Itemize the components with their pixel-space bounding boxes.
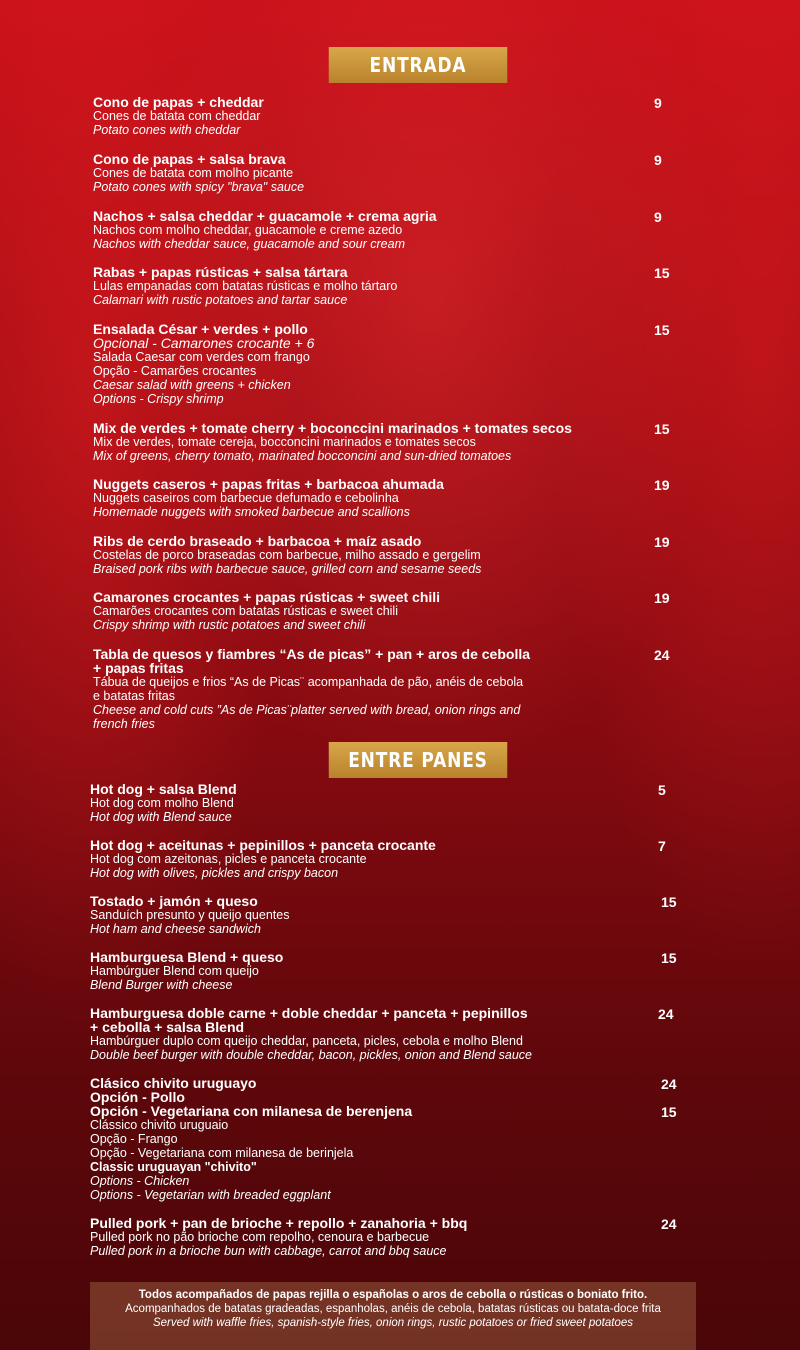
item-desc-en: Calamari with rustic potatoes and tartar sauce <box>93 293 348 307</box>
item-price: 15 <box>654 265 670 281</box>
item-price: 9 <box>654 95 662 111</box>
item-desc-en: french fries <box>93 717 155 731</box>
menu-item <box>93 322 314 406</box>
item-desc-pt: Tábua de queijos e frios “As de Picas¨ acompanhada de pão, anéis de cebola <box>93 675 524 689</box>
menu-item <box>90 838 436 880</box>
item-desc-pt: Opção - Frango <box>90 1132 178 1146</box>
item-name: Tostado + jamón + queso <box>90 893 258 909</box>
item-price: 9 <box>654 209 662 225</box>
menu-item <box>90 1006 532 1062</box>
item-desc-en: Hot ham and cheese sandwich <box>90 922 261 936</box>
item-name: + cebolla + salsa Blend <box>90 1019 245 1035</box>
menu-item <box>90 1076 412 1202</box>
item-price: 15 <box>654 322 670 338</box>
item-desc-pt: Sanduích presunto y queijo quentes <box>90 908 290 922</box>
item-price: 19 <box>654 477 670 493</box>
item-name: Opción - Pollo <box>90 1089 185 1105</box>
item-price: 19 <box>654 534 670 550</box>
item-desc-en: Options - Crispy shrimp <box>93 392 224 406</box>
item-desc-en: Cheese and cold cuts ”As de Picas¨platter served with bread, onion rings and <box>93 703 521 717</box>
item-desc-pt: Nuggets caseiros com barbecue defumado e cebolinha <box>93 491 399 505</box>
item-name: Cono de papas + cheddar <box>93 94 264 110</box>
item-desc-pt: Salada Caesar com verdes com frango <box>93 350 310 364</box>
item-desc-en: Caesar salad with greens + chicken <box>93 378 291 392</box>
footer-line-es: Todos acompañados de papas rejilla o españolas o aros de cebolla o rústicas o boniato frito. <box>138 1289 648 1301</box>
item-desc-en: Options - Vegetarian with breaded eggplant <box>90 1188 331 1202</box>
item-desc-pt: Clássico chivito uruguaio <box>90 1118 229 1132</box>
section-header-entrada: ENTRADA <box>329 47 508 83</box>
item-price: 19 <box>654 590 670 606</box>
menu-item <box>90 950 283 992</box>
item-price: 15 <box>661 894 677 910</box>
item-price: 7 <box>658 838 666 854</box>
menu-item <box>90 894 289 936</box>
item-name: Mix de verdes + tomate cherry + boconccini marinados + tomates secos <box>93 420 572 436</box>
item-desc-pt: Cones de batata com cheddar <box>93 109 261 123</box>
item-name: Cono de papas + salsa brava <box>93 151 286 167</box>
menu-item <box>93 95 264 137</box>
menu-item <box>90 1216 467 1258</box>
item-desc-pt: Opção - Vegetariana com milanesa de berinjela <box>90 1146 354 1160</box>
item-desc-en: Hot dog with Blend sauce <box>90 810 232 824</box>
footer-note <box>90 1282 696 1350</box>
item-desc-en: Mix of greens, cherry tomato, marinated bocconcini and sun-dried tomatoes <box>93 449 512 463</box>
item-name: Opción - Vegetariana con milanesa de berenjena <box>90 1103 413 1119</box>
footer-line-en: Served with waffle fries, spanish-style fries, onion rings, rustic potatoes or fried sweet potatoes <box>152 1317 634 1329</box>
item-desc-pt: Opção - Camarões crocantes <box>93 364 257 378</box>
section-header-entre-panes: ENTRE PANES <box>329 742 508 778</box>
item-name: Hamburguesa doble carne + doble cheddar + panceta + pepinillos <box>90 1005 528 1021</box>
item-option: Opcional - Camarones crocante + 6 <box>93 335 315 351</box>
item-desc-pt: Camarões crocantes com batatas rústicas e sweet chili <box>93 604 398 618</box>
item-desc-pt: Hambúrguer Blend com queijo <box>90 964 259 978</box>
item-name: Hot dog + aceitunas + pepinillos + panceta crocante <box>90 837 436 853</box>
menu-item <box>93 647 530 731</box>
item-name: Ribs de cerdo braseado + barbacoa + maíz asado <box>93 533 422 549</box>
item-desc-pt: Hot dog com azeitonas, picles e panceta crocante <box>90 852 367 866</box>
item-desc-pt: Nachos com molho cheddar, guacamole e creme azedo <box>93 223 403 237</box>
item-price: 24 <box>658 1006 674 1022</box>
item-desc-en: Crispy shrimp with rustic potatoes and sweet chili <box>93 618 366 632</box>
item-desc-pt: Mix de verdes, tomate cereja, bocconcini marinados e tomates secos <box>93 435 476 449</box>
item-price-option: 15 <box>661 1104 677 1120</box>
item-name: Hot dog + salsa Blend <box>90 781 237 797</box>
item-desc-en: Braised pork ribs with barbecue sauce, grilled corn and sesame seeds <box>93 562 482 576</box>
item-price: 24 <box>654 647 670 663</box>
item-price: 24 <box>661 1216 677 1232</box>
item-desc-pt: Hambúrguer duplo com queijo cheddar, panceta, picles, cebola e molho Blend <box>90 1034 523 1048</box>
item-name: Tabla de quesos y fiambres “As de picas” + pan + aros de cebolla <box>93 646 531 662</box>
menu-item <box>93 152 304 194</box>
footer-line-pt: Acompanhados de batatas gradeadas, espanholas, anéis de cebola, batatas rústicas ou batata-doce frita <box>125 1303 661 1315</box>
menu-item <box>93 477 444 519</box>
item-desc-pt: Costelas de porco braseadas com barbecue, milho assado e gergelim <box>93 548 481 562</box>
item-desc-pt: Pulled pork no pão brioche com repolho, cenoura e barbecue <box>90 1230 430 1244</box>
item-desc-en: Options - Chicken <box>90 1174 190 1188</box>
item-desc-en: Potato cones with spicy "brava" sauce <box>93 180 305 194</box>
item-name: Rabas + papas rústicas + salsa tártara <box>93 264 348 280</box>
item-price: 15 <box>661 950 677 966</box>
item-price: 15 <box>654 421 670 437</box>
menu-item <box>93 421 572 463</box>
item-desc-pt: Hot dog com molho Blend <box>90 796 234 810</box>
item-name: Nachos + salsa cheddar + guacamole + crema agria <box>93 208 437 224</box>
menu-item <box>90 782 237 824</box>
item-desc-en: Pulled pork in a brioche bun with cabbage, carrot and bbq sauce <box>90 1244 447 1258</box>
menu-item <box>93 265 397 307</box>
item-desc-pt: Cones de batata com molho picante <box>93 166 294 180</box>
item-price: 5 <box>658 782 666 798</box>
menu-item <box>93 534 481 576</box>
item-desc-en: Blend Burger with cheese <box>90 978 233 992</box>
item-price: 24 <box>661 1076 677 1092</box>
item-desc-en: Hot dog with olives, pickles and crispy bacon <box>90 866 339 880</box>
item-name: Clásico chivito uruguayo <box>90 1075 257 1091</box>
item-price: 9 <box>654 152 662 168</box>
menu-item <box>93 209 437 251</box>
item-desc-en: Potato cones with cheddar <box>93 123 241 137</box>
item-name: Nuggets caseros + papas fritas + barbacoa ahumada <box>93 476 444 492</box>
item-name: Camarones crocantes + papas rústicas + sweet chili <box>93 589 441 605</box>
item-desc-pt: e batatas fritas <box>93 689 175 703</box>
item-desc-en: Homemade nuggets with smoked barbecue and scallions <box>93 505 410 519</box>
item-desc-en: Double beef burger with double cheddar, bacon, pickles, onion and Blend sauce <box>90 1048 532 1062</box>
item-desc-pt: Lulas empanadas com batatas rústicas e molho tártaro <box>93 279 398 293</box>
item-desc-en: Nachos with cheddar sauce, guacamole and sour cream <box>93 237 405 251</box>
item-name: Pulled pork + pan de brioche + repollo + zanahoria + bbq <box>90 1215 468 1231</box>
item-desc-en-title: Classic uruguayan "chivito" <box>90 1160 257 1174</box>
item-name: Hamburguesa Blend + queso <box>90 949 284 965</box>
item-name: + papas fritas <box>93 660 184 676</box>
item-name: Ensalada César + verdes + pollo <box>93 321 308 337</box>
menu-item <box>93 590 440 632</box>
